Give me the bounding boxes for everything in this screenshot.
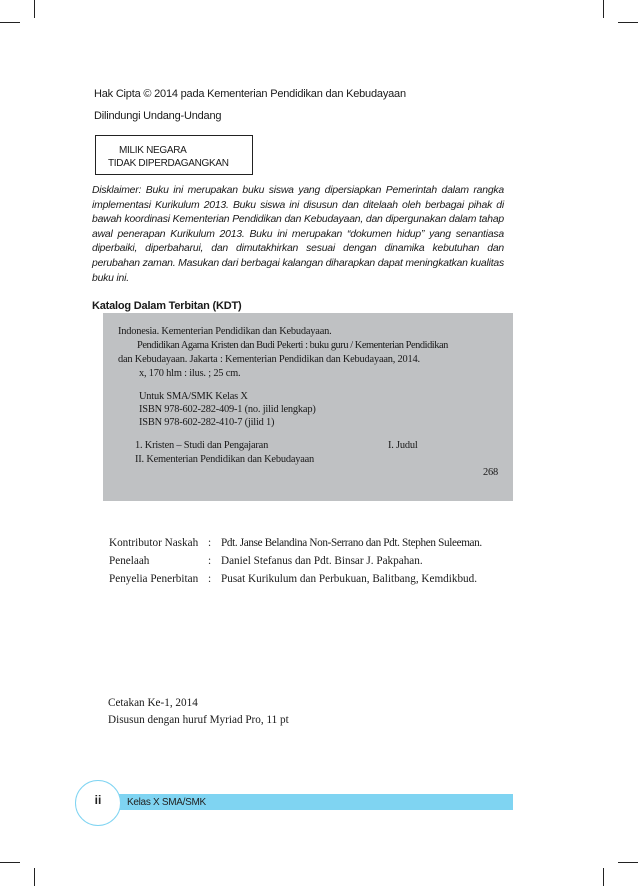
page-number: ii — [94, 793, 102, 807]
credit-label: Penyelia Penerbitan — [109, 573, 199, 585]
crop-mark — [0, 862, 20, 863]
kdt-subject-1: 1. Kristen – Studi dan Pengajaran — [135, 440, 269, 451]
kdt-physical: x, 170 hlm : ilus. ; 25 cm. — [139, 368, 241, 379]
kdt-subject-2: II. Kementerian Pendidikan dan Kebudayaan — [135, 454, 315, 465]
kdt-author: Indonesia. Kementerian Pendidikan dan Kebudayaan. — [118, 326, 332, 337]
copyright-notice: Hak Cipta © 2014 pada Kementerian Pendidikan dan Kebudayaan — [94, 88, 406, 100]
protected-notice: Dilindungi Undang-Undang — [94, 110, 222, 122]
credit-value: Daniel Stefanus dan Pdt. Binsar J. Pakpahan. — [221, 555, 423, 567]
crop-mark — [34, 0, 35, 18]
credit-value: Pdt. Janse Belandina Non-Serrano dan Pdt. Stephen Suleeman. — [221, 537, 482, 549]
kdt-subject-title: I. Judul — [388, 440, 418, 451]
kdt-audience: Untuk SMA/SMK Kelas X — [139, 391, 248, 402]
stamp-line-1: MILIK NEGARA — [119, 145, 187, 156]
kdt-title: Katalog Dalam Terbitan (KDT) — [92, 300, 242, 312]
stamp-line-2: TIDAK DIPERDAGANGKAN — [108, 158, 229, 169]
typeface-note: Disusun dengan huruf Myriad Pro, 11 pt — [108, 714, 289, 726]
kdt-catalog-box — [103, 313, 513, 501]
credit-colon: : — [208, 537, 212, 549]
edition-note: Cetakan Ke-1, 2014 — [108, 697, 198, 709]
crop-mark — [34, 868, 35, 886]
kdt-work-line-1: Pendidikan Agama Kristen dan Budi Pekerti : buku guru / Kementerian Pendidikan — [137, 340, 448, 351]
credit-label: Kontributor Naskah — [109, 537, 199, 549]
crop-mark — [0, 22, 20, 23]
footer-book-label: Kelas X SMA/SMK — [127, 797, 206, 808]
kdt-work-line-2: dan Kebudayaan. Jakarta : Kementerian Pendidikan dan Kebudayaan, 2014. — [118, 354, 420, 365]
crop-mark — [618, 862, 638, 863]
credit-colon: : — [208, 555, 212, 567]
kdt-isbn-1: ISBN 978-602-282-409-1 (no. jilid lengkap) — [139, 404, 316, 415]
credit-colon: : — [208, 573, 212, 585]
disclaimer-text: Disklaimer: Buku ini merupakan buku siswa yang dipersiapkan Pemerintah dalam rangka implementasi Kurikulum 2013. Buku siswa ini disusun dan ditelaah oleh berbagai pihak di bawah koordinasi Kementerian Pendidikan dan Kebudayaan, dan dipergunakan dalam tahap awal penerapan Kurikulum 2013. Buku ini merupakan “dokumen hidup” yang senantiasa diperbaiki, diperbaharui, dan dimutakhirkan sesuai dengan dinamika kebutuhan dan perubahan zaman. Masukan dari berbagai kalangan diharapkan dapat meningkatkan kualitas buku ini. — [92, 185, 504, 284]
credit-label: Penelaah — [109, 555, 150, 567]
crop-mark — [603, 0, 604, 18]
crop-mark — [618, 22, 638, 23]
ownership-stamp — [95, 135, 253, 175]
credit-value: Pusat Kurikulum dan Perbukuan, Balitbang, Kemdikbud. — [221, 573, 478, 585]
kdt-isbn-2: ISBN 978-602-282-410-7 (jilid 1) — [139, 417, 275, 428]
crop-mark — [603, 868, 604, 886]
kdt-class-number: 268 — [483, 467, 498, 478]
